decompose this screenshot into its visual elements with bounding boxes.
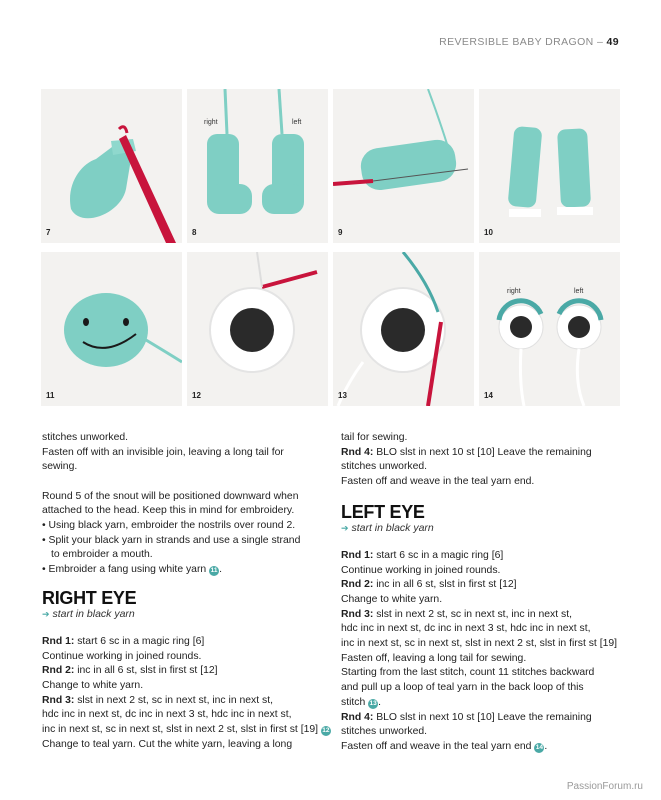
round-text: inc in next st, sc in next st, slst in next 2 st, slst in first st [19] [42,724,319,736]
round-4 [341,446,621,461]
text-line: attached to the head. Keep this in mind for embroidery. [42,505,295,517]
text-line: Fasten off, leaving a long tail for sewing. [341,652,527,664]
photo-number: 10 [484,228,493,237]
round-label: Rnd 2: [42,665,75,677]
photo-13 [333,252,474,406]
round-3 [42,694,314,709]
photo-number: 7 [46,228,51,237]
right-column [341,431,621,755]
round-label: Rnd 1: [42,635,75,647]
text-line: and pull up a loop of teal yarn in the back loop of this [341,682,584,694]
round-text: BLO slst in next 10 st [10] Leave the remaining [373,711,592,723]
arrow-icon: ➔ [341,522,349,533]
step-ref-icon: 14 [535,743,543,751]
bullet-item-continued: to embroider a mouth. [51,549,153,561]
photo-12-illustration [187,252,328,406]
tag-left: left [574,288,584,295]
text-line: Fasten off with an invisible join, leaving a long tail for [42,446,284,458]
photo-8-illustration [187,89,328,243]
photo-12 [187,252,328,406]
round-label: Rnd 4: [341,711,374,723]
photo-14 [479,252,620,406]
tag-right: right [507,288,521,295]
text-line: Round 5 of the snout will be positioned downward when [42,490,299,502]
page-number: 49 [606,36,619,48]
bullet-item: • Using black yarn, embroider the nostrils over round 2. [42,520,296,532]
text-line: inc in next st, sc in next st, slst in next 2 st, slst in first st [19] [341,638,618,650]
left-column [42,431,330,752]
photo-10-illustration [479,89,620,243]
photo-8 [187,89,328,243]
text-line: stitches unworked. [341,461,428,473]
text-line: stitches unworked. [42,432,129,443]
photo-10 [479,89,620,243]
text-line: hdc inc in next st, dc inc in next 3 st, hdc inc in next st, [42,709,292,721]
text-line: hdc inc in next st, dc inc in next 3 st, hdc inc in next st, [341,623,591,635]
step-ref-icon: 11 [210,567,218,575]
right-eye-subheading [42,608,314,621]
round-label: Rnd 3: [341,608,374,620]
subheading-text: start in black yarn [52,607,135,620]
text-line: stitch 13. [341,696,382,708]
photo-14-illustration [479,252,620,406]
text-line: Starting from the last stitch, count 11 stitches backward [341,667,595,679]
running-header [439,36,619,48]
text-line: sewing. [42,461,78,473]
text-line [42,723,330,738]
text-line: Change to teal yarn. Cut the white yarn, leaving a long [42,738,293,750]
round-text: start 6 sc in a magic ring [6] [74,635,205,647]
round-2 [341,578,621,593]
round-3 [341,608,621,623]
header-title: REVERSIBLE BABY DRAGON – [439,36,604,48]
photo-number: 14 [484,391,493,400]
round-2 [42,664,314,679]
right-eye-heading: RIGHT EYE [42,587,137,608]
step-ref-icon: 13 [369,699,377,707]
tag-left: left [292,119,302,126]
text-line: Continue working in joined rounds. [42,650,202,662]
round-text: inc in all 6 st, slst in first st [12] [74,665,218,677]
text-line: Fasten off and weave in the teal yarn end. [341,476,535,488]
photo-number: 8 [192,228,197,237]
round-label: Rnd 3: [42,694,75,706]
photo-7-illustration [41,89,182,243]
bullet-text: • Embroider a fang using white yarn [42,564,207,576]
round-text: slst in next 2 st, sc in next st, inc in next st, [373,608,572,620]
watermark: PassionForum.ru [566,781,643,792]
tag-right: right [204,119,218,126]
step-ref-icon: 12 [322,727,330,735]
photo-7 [41,89,182,243]
bullet-item: • Embroider a fang using white yarn 11 . [42,564,222,576]
round-text: stitch [341,696,366,708]
bullet-item: • Split your black yarn in strands and use a single strand [42,534,301,546]
left-eye-heading: LEFT EYE [341,501,425,522]
round-text: Fasten off and weave in the teal yarn end [341,740,532,752]
photo-11 [41,252,182,406]
round-label: Rnd 1: [341,549,374,561]
round-text: inc in all 6 st, slst in first st [12] [373,579,517,591]
photo-13-illustration [333,252,474,406]
photo-number: 12 [192,391,201,400]
photo-9-illustration [333,89,474,243]
text-line: Change to white yarn. [42,679,144,691]
round-1 [341,549,621,564]
round-label: Rnd 4: [341,446,374,458]
round-label: Rnd 2: [341,579,374,591]
round-text: BLO slst in next 10 st [10] Leave the remaining [373,446,592,458]
text-line: Change to white yarn. [341,593,443,605]
subheading-text: start in black yarn [351,521,434,534]
photo-number: 13 [338,391,347,400]
round-text: start 6 sc in a magic ring [6] [373,549,504,561]
text-line: stitches unworked. [341,726,428,738]
photo-11-illustration [41,252,182,406]
text-line: Fasten off and weave in the teal yarn end 14. [341,740,548,752]
text-line: tail for sewing. [341,432,408,443]
photo-number: 11 [46,391,55,400]
round-1 [42,635,314,650]
text-line: Continue working in joined rounds. [341,564,501,576]
round-4 [341,711,621,726]
photo-9 [333,89,474,243]
left-eye-subheading [341,522,621,535]
photo-number: 9 [338,228,343,237]
round-text: slst in next 2 st, sc in next st, inc in next st, [74,694,273,706]
arrow-icon: ➔ [42,608,50,619]
